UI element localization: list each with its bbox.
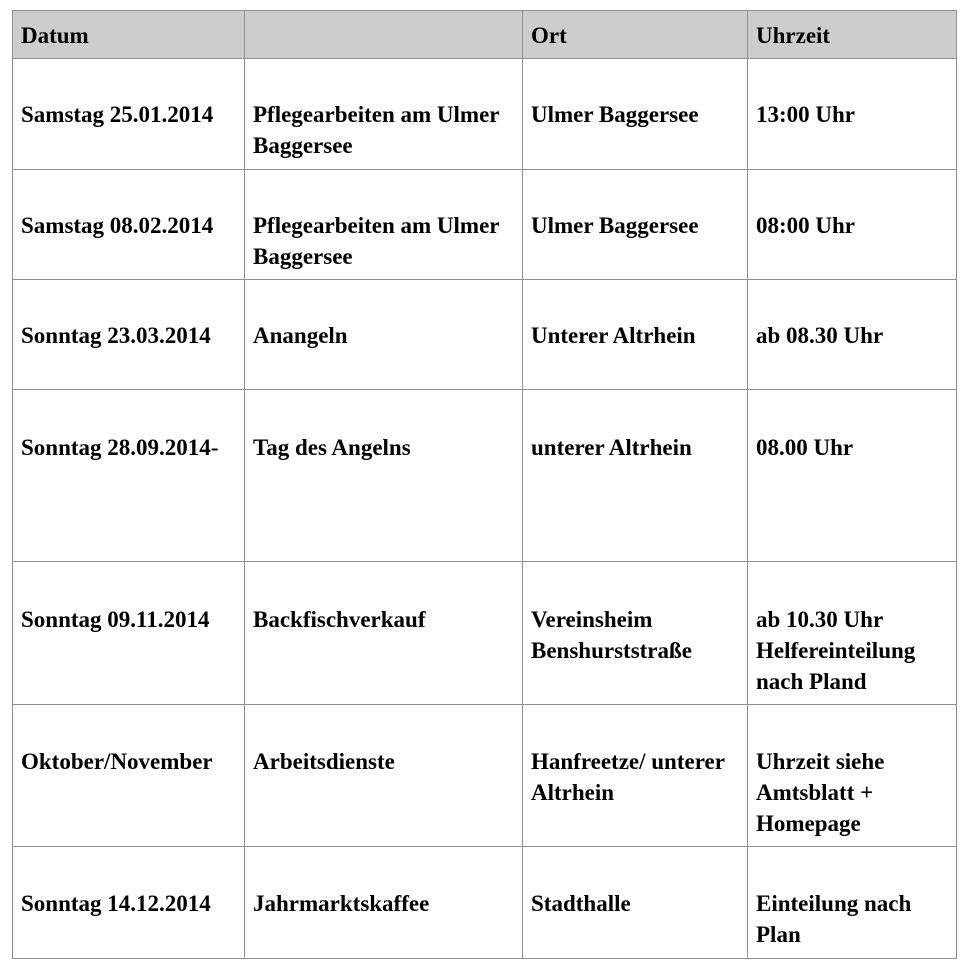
table-row xyxy=(13,705,957,847)
cell-time: Uhrzeit siehe Amtsblatt + Homepage xyxy=(748,705,957,847)
cell-location: Ulmer Baggersee xyxy=(523,59,748,170)
table-row xyxy=(13,562,957,705)
cell-event: Arbeitsdienste xyxy=(245,705,523,847)
table-row xyxy=(13,847,957,959)
cell-event: Backfischverkauf xyxy=(245,562,523,705)
cell-time: ab 08.30 Uhr xyxy=(748,280,957,390)
cell-event: Pflegearbeiten am Ulmer Baggersee xyxy=(245,59,523,170)
cell-date: Oktober/November xyxy=(13,705,245,847)
cell-time: 08:00 Uhr xyxy=(748,170,957,280)
cell-event: Jahrmarktskaffee xyxy=(245,847,523,959)
cell-date: Sonntag 23.03.2014 xyxy=(13,280,245,390)
cell-location: Ulmer Baggersee xyxy=(523,170,748,280)
header-event xyxy=(245,11,523,59)
cell-date: Sonntag 28.09.2014- xyxy=(13,390,245,562)
cell-location: Stadthalle xyxy=(523,847,748,959)
cell-location: Unterer Altrhein xyxy=(523,280,748,390)
cell-time: 08.00 Uhr xyxy=(748,390,957,562)
event-schedule-table xyxy=(12,10,957,959)
cell-time: ab 10.30 Uhr Helfereinteilung nach Pland xyxy=(748,562,957,705)
cell-time: 13:00 Uhr xyxy=(748,59,957,170)
header-uhrzeit: Uhrzeit xyxy=(748,11,957,59)
cell-event: Anangeln xyxy=(245,280,523,390)
cell-date: Samstag 08.02.2014 xyxy=(13,170,245,280)
cell-date: Samstag 25.01.2014 xyxy=(13,59,245,170)
cell-date: Sonntag 14.12.2014 xyxy=(13,847,245,959)
table-row xyxy=(13,390,957,562)
header-datum: Datum xyxy=(13,11,245,59)
table-header-row xyxy=(13,11,957,59)
cell-event: Pflegearbeiten am Ulmer Baggersee xyxy=(245,170,523,280)
cell-date: Sonntag 09.11.2014 xyxy=(13,562,245,705)
cell-event: Tag des Angelns xyxy=(245,390,523,562)
cell-location: Vereinsheim Benshurststraße xyxy=(523,562,748,705)
table-row xyxy=(13,59,957,170)
cell-location: unterer Altrhein xyxy=(523,390,748,562)
table-row xyxy=(13,170,957,280)
cell-time: Einteilung nach Plan xyxy=(748,847,957,959)
table-row xyxy=(13,280,957,390)
cell-location: Hanfreetze/ unterer Altrhein xyxy=(523,705,748,847)
header-ort: Ort xyxy=(523,11,748,59)
